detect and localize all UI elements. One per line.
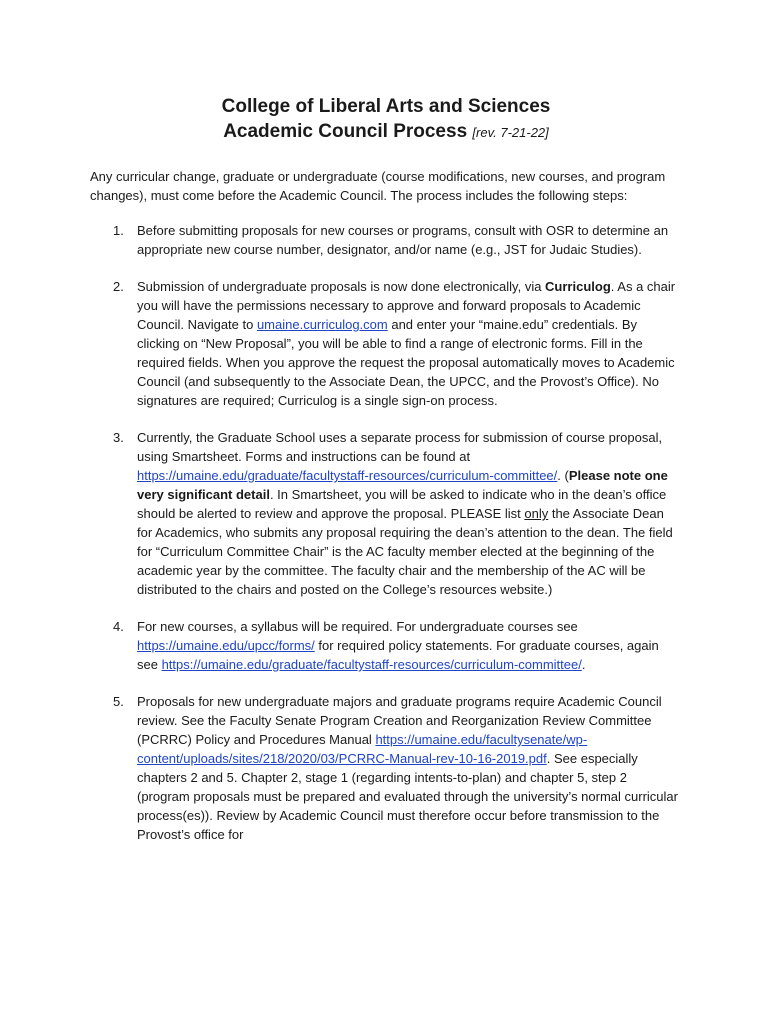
- intro-paragraph: Any curricular change, graduate or undergraduate (course modifications, new courses, and program changes), must come before the Academic Council. The process includes the following steps:: [90, 169, 666, 203]
- step-number: 4.: [113, 619, 124, 634]
- revision-date: [rev. 7-21-22]: [472, 125, 549, 140]
- pcrrc-manual-link[interactable]: https://umaine.edu/facultysenate/wp-content/uploads/sites/218/2020/03/PCRRC-Manual-rev-10-16-2019.pdf: [137, 732, 588, 766]
- list-item: [90, 277, 682, 410]
- only-emphasis: only: [524, 506, 549, 521]
- step-text: Proposals for new undergraduate majors and graduate programs require Academic Council review. See the Faculty Senate Program Creation and Reorganization Review Committee (PCRRC) Policy and Procedures Manual: [137, 694, 662, 747]
- title-line-1: College of Liberal Arts and Sciences: [221, 96, 551, 117]
- step-number: 5.: [113, 694, 124, 709]
- step-text: . As a chair you will have the permissions necessary to approve and forward proposals to Academic Council. Navigate to: [137, 279, 676, 332]
- title-line-2: Academic Council Process: [223, 121, 468, 142]
- list-item: [90, 692, 682, 844]
- document-title: [90, 94, 682, 145]
- step-text: for required policy statements. For graduate courses, again see: [137, 638, 659, 672]
- step-text: . (: [557, 468, 569, 483]
- step-number: 2.: [113, 279, 124, 294]
- step-text: For new courses, a syllabus will be required. For undergraduate courses see: [137, 619, 578, 634]
- step-number: 1.: [113, 223, 124, 238]
- important-note-emphasis: Please note one very significant detail: [137, 468, 668, 502]
- graduate-curriculum-link[interactable]: https://umaine.edu/graduate/facultystaff-resources/curriculum-committee/: [137, 468, 558, 483]
- process-steps-list: [90, 221, 682, 844]
- step-text: . See especially chapters 2 and 5. Chapter 2, stage 1 (regarding intents-to-plan) and chapter 5, step 2 (program proposals must be prepared and evaluated through the university’s normal curricular process(es)). Review by Academic Council must therefore occur before transmission to the Provost’s office for: [137, 751, 678, 842]
- upcc-forms-link[interactable]: https://umaine.edu/upcc/forms/: [137, 638, 315, 653]
- step-text: the Associate Dean for Academics, who submits any proposal requiring the dean’s attention to the dean. The field for “Curriculum Committee Chair” is the AC faculty member elected at the beginning of the academic year by the committee. The faculty chair and the membership of the AC will be distributed to the chairs and posted on the College’s resources website.): [137, 506, 673, 597]
- list-item: [90, 428, 682, 599]
- step-text: Before submitting proposals for new courses or programs, consult with OSR to determine an appropriate new course number, designator, and/or name (e.g., JST for Judaic Studies).: [137, 223, 669, 257]
- step-number: 3.: [113, 430, 124, 445]
- step-text: .: [581, 657, 586, 672]
- step-text: Currently, the Graduate School uses a separate process for submission of course proposal, using Smartsheet. Forms and instructions can be found at: [137, 430, 663, 464]
- step-text: . In Smartsheet, you will be asked to indicate who in the dean’s office should be alerted to review and approve the proposal. PLEASE list: [137, 487, 667, 521]
- graduate-curriculum-link[interactable]: https://umaine.edu/graduate/facultystaff-resources/curriculum-committee/: [161, 657, 582, 672]
- step-text: Submission of undergraduate proposals is now done electronically, via: [137, 279, 546, 294]
- curriculog-emphasis: Curriculog: [545, 279, 611, 294]
- curriculog-link[interactable]: umaine.curriculog.com: [256, 317, 388, 332]
- list-item: [90, 221, 682, 259]
- list-item: [90, 617, 682, 674]
- step-text: and enter your “maine.edu” credentials. By clicking on “New Proposal”, you will be able to find a range of electronic forms. Fill in the required fields. When you approve the request the proposal automatically moves to Academic Council (and subsequently to the Associate Dean, the UPCC, and the Provost’s Office). No signatures are required; Curriculog is a single sign-on process.: [137, 317, 675, 408]
